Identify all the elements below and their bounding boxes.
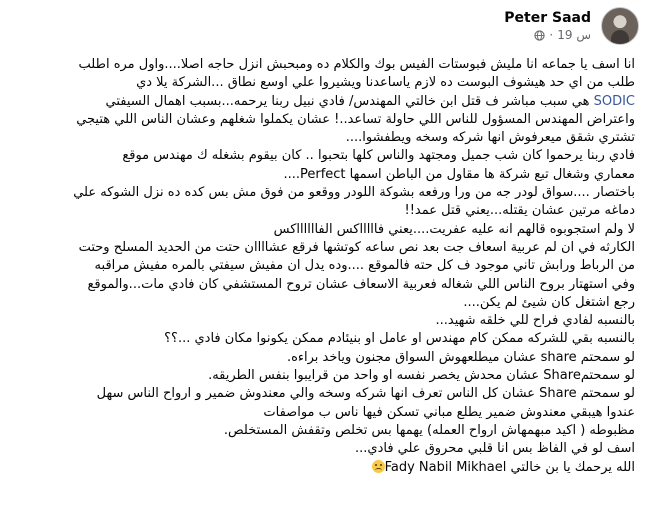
post-line: بالنسبه بقي للشركه ممكن كام مهندس او عامل او بنيئادم ممكن يكونوا مكان فادي ...؟؟ bbox=[164, 331, 635, 347]
post-line: رجع اشتغل كان شيئ لم يكن.... bbox=[463, 294, 635, 310]
post-line: لو سمحتمShare عشان محدش يخصر نفسه او واحد من قرايبوا بنفس الطريقه. bbox=[208, 368, 635, 384]
post-header bbox=[504, 4, 639, 48]
post-line-with-emoji bbox=[10, 459, 635, 477]
post-line: لو سمحتم share عشان ميطلعهوش السواق مجنون وياخد براءه. bbox=[286, 349, 635, 365]
post-line: فادي ربنا يرحموا كان شب جميل ومجتهد والناس كلها بتحبوا .. كان بيقوم بشغله ك مهندس موقع bbox=[122, 148, 635, 164]
post-line: باختصار ....سواق لودر جه من ورا ورفعه بشوكة اللودر ووقعو من فوق مش بس كده ده نزل الشوكه علي bbox=[73, 185, 635, 201]
sad-face-emoji-icon bbox=[372, 460, 385, 473]
post-line: معماري وشغال تبع شركة ها مقاول من الباطن اسمها Perfect.... bbox=[283, 166, 635, 182]
post-line: دماغه مرتين عشان يقتله...يعني قتل عمد!! bbox=[404, 203, 635, 219]
post-line: طلب من اي حد هيشوف البوست ده لازم ياساعدنا ويشيروا علي اوسع نطاق ...الشركة يلا دي bbox=[136, 75, 635, 91]
post-line: تشتري شقق ميعرفوش انها شركه وسخه ويطفشوا.... bbox=[345, 130, 635, 146]
post-time-row bbox=[534, 27, 591, 43]
post-line: بالنسبه لفادي فراح للي خلقه شهيد... bbox=[435, 313, 635, 329]
post-line: واعتراض المهندس المسؤول للناس اللي حاولة تساعد..! عشان يكملوا شغلهم وعشان الناس اللي هتيجي bbox=[76, 111, 635, 127]
post-line: لا ولم استجوبوه قالهم انه عليه عفريت....يعني فاااااكس الفااااااكس bbox=[273, 221, 635, 237]
globe-icon bbox=[534, 30, 545, 41]
post-line-with-tag bbox=[10, 93, 635, 111]
post-line: لو سمحتم Share عشان كل الناس تعرف انها شركه وسخه والي معندوش ضمير و ارواح الناس سهل bbox=[96, 386, 635, 402]
post-line: مظبوطه ( اكيد مبهمهاش ارواح العمله) يهمها بس تخلص وتقفش المستخلص. bbox=[223, 422, 635, 438]
separator-dot: · bbox=[549, 28, 554, 42]
post-line-text: الله يرحمك يا بن خالتي Fady Nabil Mikhael bbox=[384, 459, 635, 475]
post-line: الكارثه في ان لم عربية اسعاف جت بعد نص ساعه كوتشها فرقع عشاااان حتت من الحديد المسلح وحتت bbox=[78, 239, 635, 255]
post-timestamp[interactable]: 19 س bbox=[557, 28, 591, 42]
post-line: انا اسف يا جماعه انا مليش فبوستات الفيس بوك والكلام ده ومبحبش انزل حاجه اصلا....واول مره اطلب bbox=[78, 57, 635, 72]
post-line-text: هي سبب مباشر ف قتل ابن خالتي المهندس/ فادي نبيل ربنا يرحمه...بسبب اهمال السيفتي bbox=[105, 93, 590, 109]
post-line: وفي استهتار بروح الناس اللي شغاله فعربية الاسعاف عشان تروح المستشفي كان فادي مات...والموقع bbox=[87, 276, 635, 292]
author-avatar[interactable] bbox=[601, 7, 639, 45]
company-tag[interactable]: SODIC bbox=[593, 93, 635, 109]
author-name[interactable]: Peter Saad bbox=[504, 10, 591, 26]
post-line: عندوا هيبقي معندوش ضمير يطلع مباني تسكن فيها ناس ب مواصفات bbox=[263, 404, 635, 420]
post-meta bbox=[504, 9, 591, 43]
post-line: اسف لو في الفاظ بس انا قلبي محروق علي فادي... bbox=[355, 441, 635, 457]
post-body bbox=[10, 56, 635, 477]
post-line: من الرباط ورابش تاني موجود ف كل حته فالموقع ....وده يدل ان مفيش سيفتي بالمره مفيش مراقبه bbox=[94, 258, 635, 274]
